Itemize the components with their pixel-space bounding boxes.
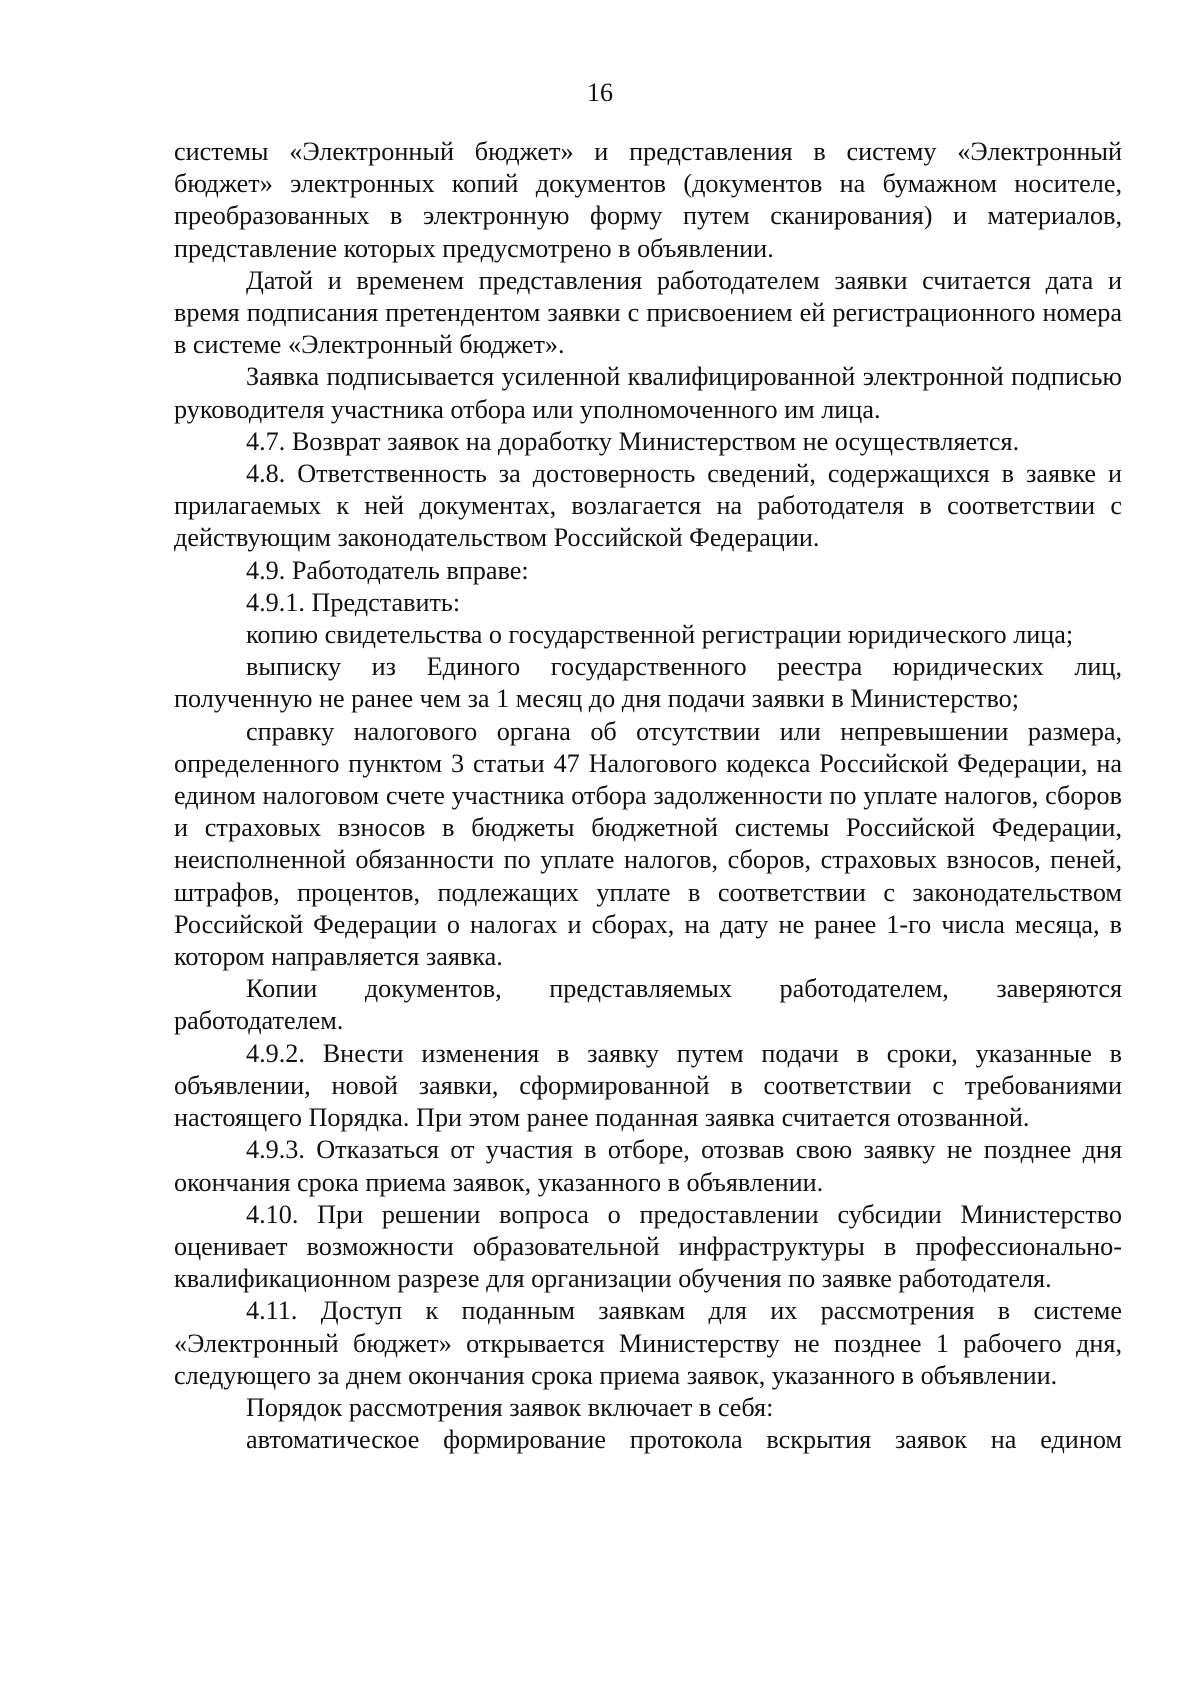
list-item-tax-certificate: справку налогового органа об отсутствии или непревышении размера, определенного пунктом 3 статьи 47 Налогового кодекса Российской Федерации, на едином налоговом счете участника отбора задолженности по уплате налогов, сборов и страховых взносов в бюджеты бюджетной системы Российской Федерации, неисполненной обязанности по уплате налогов, сборов, страховых взносов, пеней, штрафов, процентов, подлежащих уплате в соответствии с законодательством Российской Федерации о налогах и сборах, на дату не ранее 1-го числа месяца, в котором направляется заявка. <box>174 716 1122 972</box>
paragraph-signature: Заявка подписывается усиленной квалифицированной электронной подписью руководителя участника отбора или уполномоченного им лица. <box>174 362 1122 424</box>
paragraph-4-7: 4.7. Возврат заявок на доработку Министерством не осуществляется. <box>246 426 1020 456</box>
list-item-registration-certificate: копию свидетельства о государственной регистрации юридического лица; <box>246 620 1074 650</box>
paragraph-4-9-2: 4.9.2. Внести изменения в заявку путем подачи в сроки, указанные в объявлении, новой заявки, сформированной в соответствии с требованиями настоящего Порядка. При этом ранее поданная заявка считается отозванной. <box>174 1038 1122 1133</box>
paragraph-copies-certified: Копии документов, представляемых работодателем, заверяются работодателем. <box>174 974 1122 1036</box>
paragraph-4-9: 4.9. Работодатель вправе: <box>246 555 529 585</box>
paragraph-review-procedure: Порядок рассмотрения заявок включает в себя: <box>246 1392 774 1422</box>
page-number: 16 <box>587 78 613 107</box>
paragraph-4-10: 4.10. При решении вопроса о предоставлении субсидии Министерство оценивает возможности образовательной инфраструктуры в профессионально-квалификационном разрезе для организации обучения по заявке работодателя. <box>174 1199 1122 1294</box>
document-body <box>174 136 1122 1456</box>
paragraph-submission-date: Датой и временем представления работодателем заявки считается дата и время подписания претендентом заявки с присвоением ей регистрационного номера в системе «Электронный бюджет». <box>174 265 1122 360</box>
paragraph-4-11: 4.11. Доступ к поданным заявкам для их рассмотрения в системе «Электронный бюджет» открывается Министерству не позднее 1 рабочего дня, следующего за днем окончания срока приема заявок, указанного в объявлении. <box>174 1296 1122 1390</box>
paragraph-4-8: 4.8. Ответственность за достоверность сведений, содержащихся в заявке и прилагаемых к ней документах, возлагается на работодателя в соответствии с действующим законодательством Российской Федерации. <box>174 459 1122 553</box>
paragraph-continuation: системы «Электронный бюджет» и представления в систему «Электронный бюджет» электронных копий документов (документов на бумажном носителе, преобразованных в электронную форму путем сканирования) и материалов, представление которых предусмотрено в объявлении. <box>174 137 1122 263</box>
paragraph-4-9-1: 4.9.1. Представить: <box>246 587 461 617</box>
list-item-auto-protocol: автоматическое формирование протокола вскрытия заявок на едином <box>246 1425 1122 1455</box>
list-item-registry-extract: выписку из Единого государственного реестра юридических лиц, полученную не ранее чем за 1 месяц до дня подачи заявки в Министерство; <box>174 652 1122 714</box>
paragraph-4-9-3: 4.9.3. Отказаться от участия в отборе, отозвав свою заявку не позднее дня окончания срока приема заявок, указанного в объявлении. <box>174 1135 1122 1197</box>
